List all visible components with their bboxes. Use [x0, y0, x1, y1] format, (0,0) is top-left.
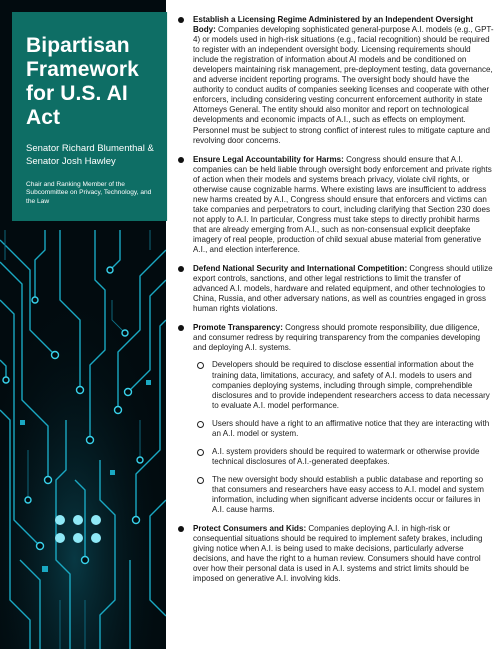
section-licensing-regime	[178, 15, 494, 146]
title-box	[12, 12, 168, 221]
author-role: Chair and Ranking Member of the Subcommittee on Privacy, Technology, and the Law	[26, 181, 152, 205]
section-national-security	[178, 264, 494, 314]
section-transparency	[178, 323, 494, 515]
sub-item-public-database: The new oversight body should establish a public database and reporting so that consumers and researchers have easy access to A.I. model and system information, including when significant adverse incidents occur or failures in A.I. cause harms.	[197, 475, 494, 515]
section-body: Companies developing sophisticated general-purpose A.I. models (e.g., GPT-4) or models used in high-risk situations (e.g., facial recognition) should be required to register with an independent oversight body. Licensing requirements should include the registration of information about AI models and be conditioned on developers maintaining risk management, pre-deployment testing, data governance, and adverse incident reporting programs. The oversight body should have the authority to conduct audits of companies seeking licenses and cooperate with other enforcers, including considering vesting concurrent enforcement authority in state Attorneys General. The entity should also monitor and report on technological developments and economic impacts of A.I., such as effects on employment. Personnel must be subject to strong conflict of interest rules to mitigate capture and revolving door concerns.	[193, 25, 494, 145]
section-heading: Defend National Security and International Competition:	[193, 264, 408, 274]
section-heading: Ensure Legal Accountability for Harms:	[193, 154, 344, 164]
section-heading: Protect Consumers and Kids:	[193, 524, 307, 534]
section-consumers-kids	[178, 524, 494, 584]
document-title: Bipartisan Framework for U.S. AI Act	[26, 34, 139, 129]
authors: Senator Richard Blumenthal & Senator Josh Hawley	[26, 143, 154, 167]
framework-content	[178, 15, 494, 593]
sub-item-affirmative-notice: Users should have a right to an affirmative notice that they are interacting with an A.I. model or system.	[197, 419, 494, 439]
section-heading: Establish a Licensing Regime Administered by an Independent Oversight Body:	[193, 15, 474, 35]
section-heading: Promote Transparency:	[193, 323, 283, 333]
section-legal-accountability	[178, 155, 494, 255]
section-body: Congress should utilize export controls, sanctions, and other legal restrictions to limit the transfer of advanced A.I. models, hardware and related equipment, and other technologies to China, Russia, and other adversary nations, as well as countries engaged in gross human rights violations.	[193, 264, 493, 314]
transparency-sub-list	[197, 360, 494, 515]
section-body: Companies deploying A.I. in high-risk or consequential situations should be required to implement safety brakes, including giving notice when A.I. is being used to make decisions, particularly adverse decisions, and have the right to a human review. Consumers should have control over how their personal data is used in A.I. systems and strict limits should be imposed on generative A.I. involving kids.	[193, 524, 483, 584]
section-body: Congress should promote responsibility, due diligence, and consumer redress by requiring transparency from the companies developing and deploying A.I. systems.	[193, 323, 481, 353]
sub-item-watermark: A.I. system providers should be required to watermark or otherwise provide technical disclosures of A.I.-generated deepfakes.	[197, 447, 494, 467]
sub-item-disclosure: Developers should be required to disclose essential information about the training data, limitations, accuracy, and safety of A.I. models to users and companies deploying systems, including through simple, comprehendible disclosures and to provide independent researchers access to data necessary to evaluate A.I. model performance.	[197, 360, 494, 410]
section-body: Congress should ensure that A.I. companies can be held liable through oversight body enforcement and private rights of action when their models and systems breach privacy, violate civil rights, or otherwise cause cognizable harms. Where existing laws are insufficient to address new harms created by A.I., Congress should ensure that enforcers and victims can take companies and perpetrators to court, including clarifying that Section 230 does not apply to A.I. In particular, Congress must take steps to directly prohibit harms that are already emerging from A.I., such as non-consensual explicit deepfake imagery of real people, production of child sexual abuse material from generative A.I., and election interference.	[193, 154, 492, 255]
